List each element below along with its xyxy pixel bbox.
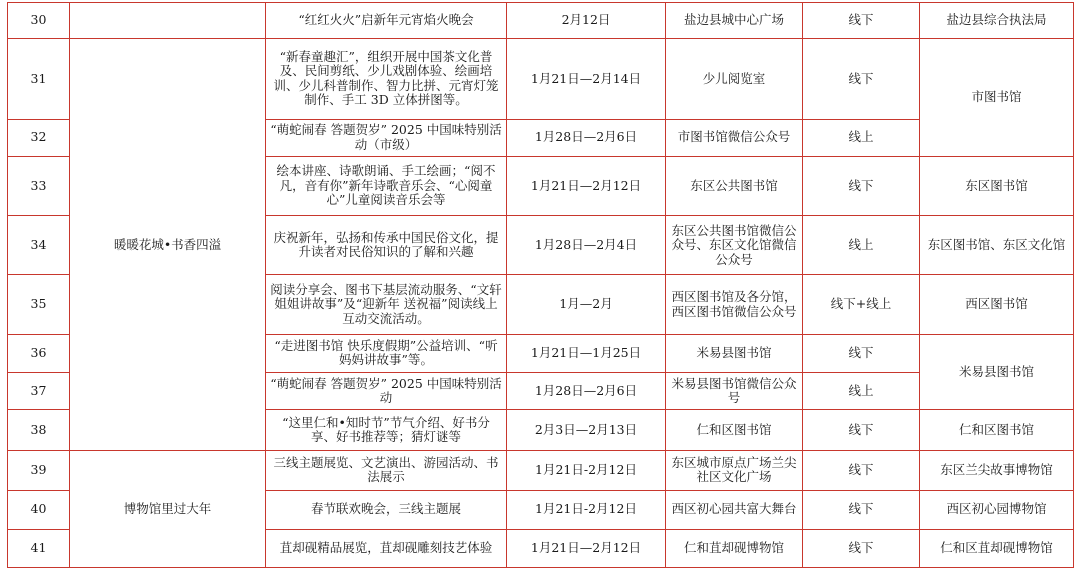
activity-mode: 线下 [803, 451, 920, 490]
organizer: 西区初心园博物馆 [920, 490, 1074, 529]
table-row [8, 3, 1074, 39]
activity-mode: 线下+线上 [803, 275, 920, 334]
activity-date: 1月21日-2月12日 [507, 490, 666, 529]
activity-group [70, 3, 266, 39]
row-number: 32 [8, 119, 70, 156]
activity-venue: 东区公共图书馆 [666, 156, 803, 215]
organizer: 东区图书馆 [920, 156, 1074, 215]
row-number: 30 [8, 3, 70, 39]
organizer: 仁和区苴却砚博物馆 [920, 529, 1074, 567]
activity-mode: 线上 [803, 119, 920, 156]
activity-venue: 米易县图书馆 [666, 334, 803, 372]
activity-venue: 米易县图书馆微信公众号 [666, 372, 803, 409]
organizer: 米易县图书馆 [920, 334, 1074, 409]
activity-group: 暖暖花城•书香四溢 [70, 39, 266, 451]
activity-date: 1月21日-2月12日 [507, 451, 666, 490]
row-number: 36 [8, 334, 70, 372]
row-number: 31 [8, 39, 70, 119]
activity-content: 庆祝新年，弘扬和传承中国民俗文化，提升读者对民俗知识的了解和兴趣 [266, 216, 507, 275]
activity-mode: 线下 [803, 334, 920, 372]
row-number: 40 [8, 490, 70, 529]
activity-venue: 东区城市原点广场兰尖社区文化广场 [666, 451, 803, 490]
activity-mode: 线下 [803, 39, 920, 119]
activity-content: “新春童趣汇”，组织开展中国茶文化普及、民间剪纸、少儿戏剧体验、绘画培训、少儿科普制作、智力比拼、元宵灯笼制作、手工 3D 立体拼图等。 [266, 39, 507, 119]
activity-mode: 线下 [803, 3, 920, 39]
table-row [8, 451, 1074, 490]
activity-content: 春节联欢晚会，三线主题展 [266, 490, 507, 529]
activity-date: 1月21日—1月25日 [507, 334, 666, 372]
organizer: 仁和区图书馆 [920, 410, 1074, 451]
row-number: 37 [8, 372, 70, 409]
activity-venue: 少儿阅览室 [666, 39, 803, 119]
activity-venue: 东区公共图书馆微信公众号、东区文化馆微信公众号 [666, 216, 803, 275]
activity-content: 阅读分享会、图书下基层流动服务、“文轩姐姐讲故事”及“迎新年 送祝福”阅读线上互动交流活动。 [266, 275, 507, 334]
activity-date: 1月28日—2月6日 [507, 372, 666, 409]
activity-mode: 线下 [803, 410, 920, 451]
row-number: 34 [8, 216, 70, 275]
activity-venue: 西区初心园共富大舞台 [666, 490, 803, 529]
activity-date: 1月21日—2月12日 [507, 156, 666, 215]
activity-venue: 仁和区图书馆 [666, 410, 803, 451]
row-number: 33 [8, 156, 70, 215]
activity-group: 博物馆里过大年 [70, 451, 266, 568]
activity-content: “走进图书馆 快乐度假期”公益培训、“听妈妈讲故事”等。 [266, 334, 507, 372]
activity-venue: 仁和苴却砚博物馆 [666, 529, 803, 567]
activity-mode: 线下 [803, 156, 920, 215]
activity-date: 2月3日—2月13日 [507, 410, 666, 451]
organizer: 市图书馆 [920, 39, 1074, 157]
activity-date: 1月28日—2月6日 [507, 119, 666, 156]
organizer: 西区图书馆 [920, 275, 1074, 334]
activity-content: “红红火火”启新年元宵焰火晚会 [266, 3, 507, 39]
row-number: 41 [8, 529, 70, 567]
activity-date: 2月12日 [507, 3, 666, 39]
activity-table [7, 2, 1074, 568]
activity-mode: 线下 [803, 529, 920, 567]
activity-venue: 西区图书馆及各分馆，西区图书馆微信公众号 [666, 275, 803, 334]
activity-date: 1月28日—2月4日 [507, 216, 666, 275]
activity-content: “萌蛇闹春 答题贺岁” 2025 中国味特别活动 [266, 372, 507, 409]
activity-content: “萌蛇闹春 答题贺岁” 2025 中国味特别活动（市级） [266, 119, 507, 156]
row-number: 35 [8, 275, 70, 334]
activity-content: 绘本讲座、诗歌朗诵、手工绘画；“阅不凡，音有你”新年诗歌音乐会、“心阅童心”儿童阅读音乐会等 [266, 156, 507, 215]
row-number: 39 [8, 451, 70, 490]
activity-date: 1月—2月 [507, 275, 666, 334]
row-number: 38 [8, 410, 70, 451]
activity-mode: 线下 [803, 490, 920, 529]
organizer: 东区兰尖故事博物馆 [920, 451, 1074, 490]
activity-content: “这里仁和•知时节”节气介绍、好书分享、好书推荐等；猜灯谜等 [266, 410, 507, 451]
activity-date: 1月21日—2月14日 [507, 39, 666, 119]
activity-content: 三线主题展览、文艺演出、游园活动、书法展示 [266, 451, 507, 490]
activity-mode: 线上 [803, 216, 920, 275]
activity-mode: 线上 [803, 372, 920, 409]
activity-venue: 市图书馆微信公众号 [666, 119, 803, 156]
activity-venue: 盐边县城中心广场 [666, 3, 803, 39]
organizer: 盐边县综合执法局 [920, 3, 1074, 39]
activity-date: 1月21日—2月12日 [507, 529, 666, 567]
table-row [8, 39, 1074, 119]
activity-content: 苴却砚精品展览，苴却砚雕刻技艺体验 [266, 529, 507, 567]
organizer: 东区图书馆、东区文化馆 [920, 216, 1074, 275]
